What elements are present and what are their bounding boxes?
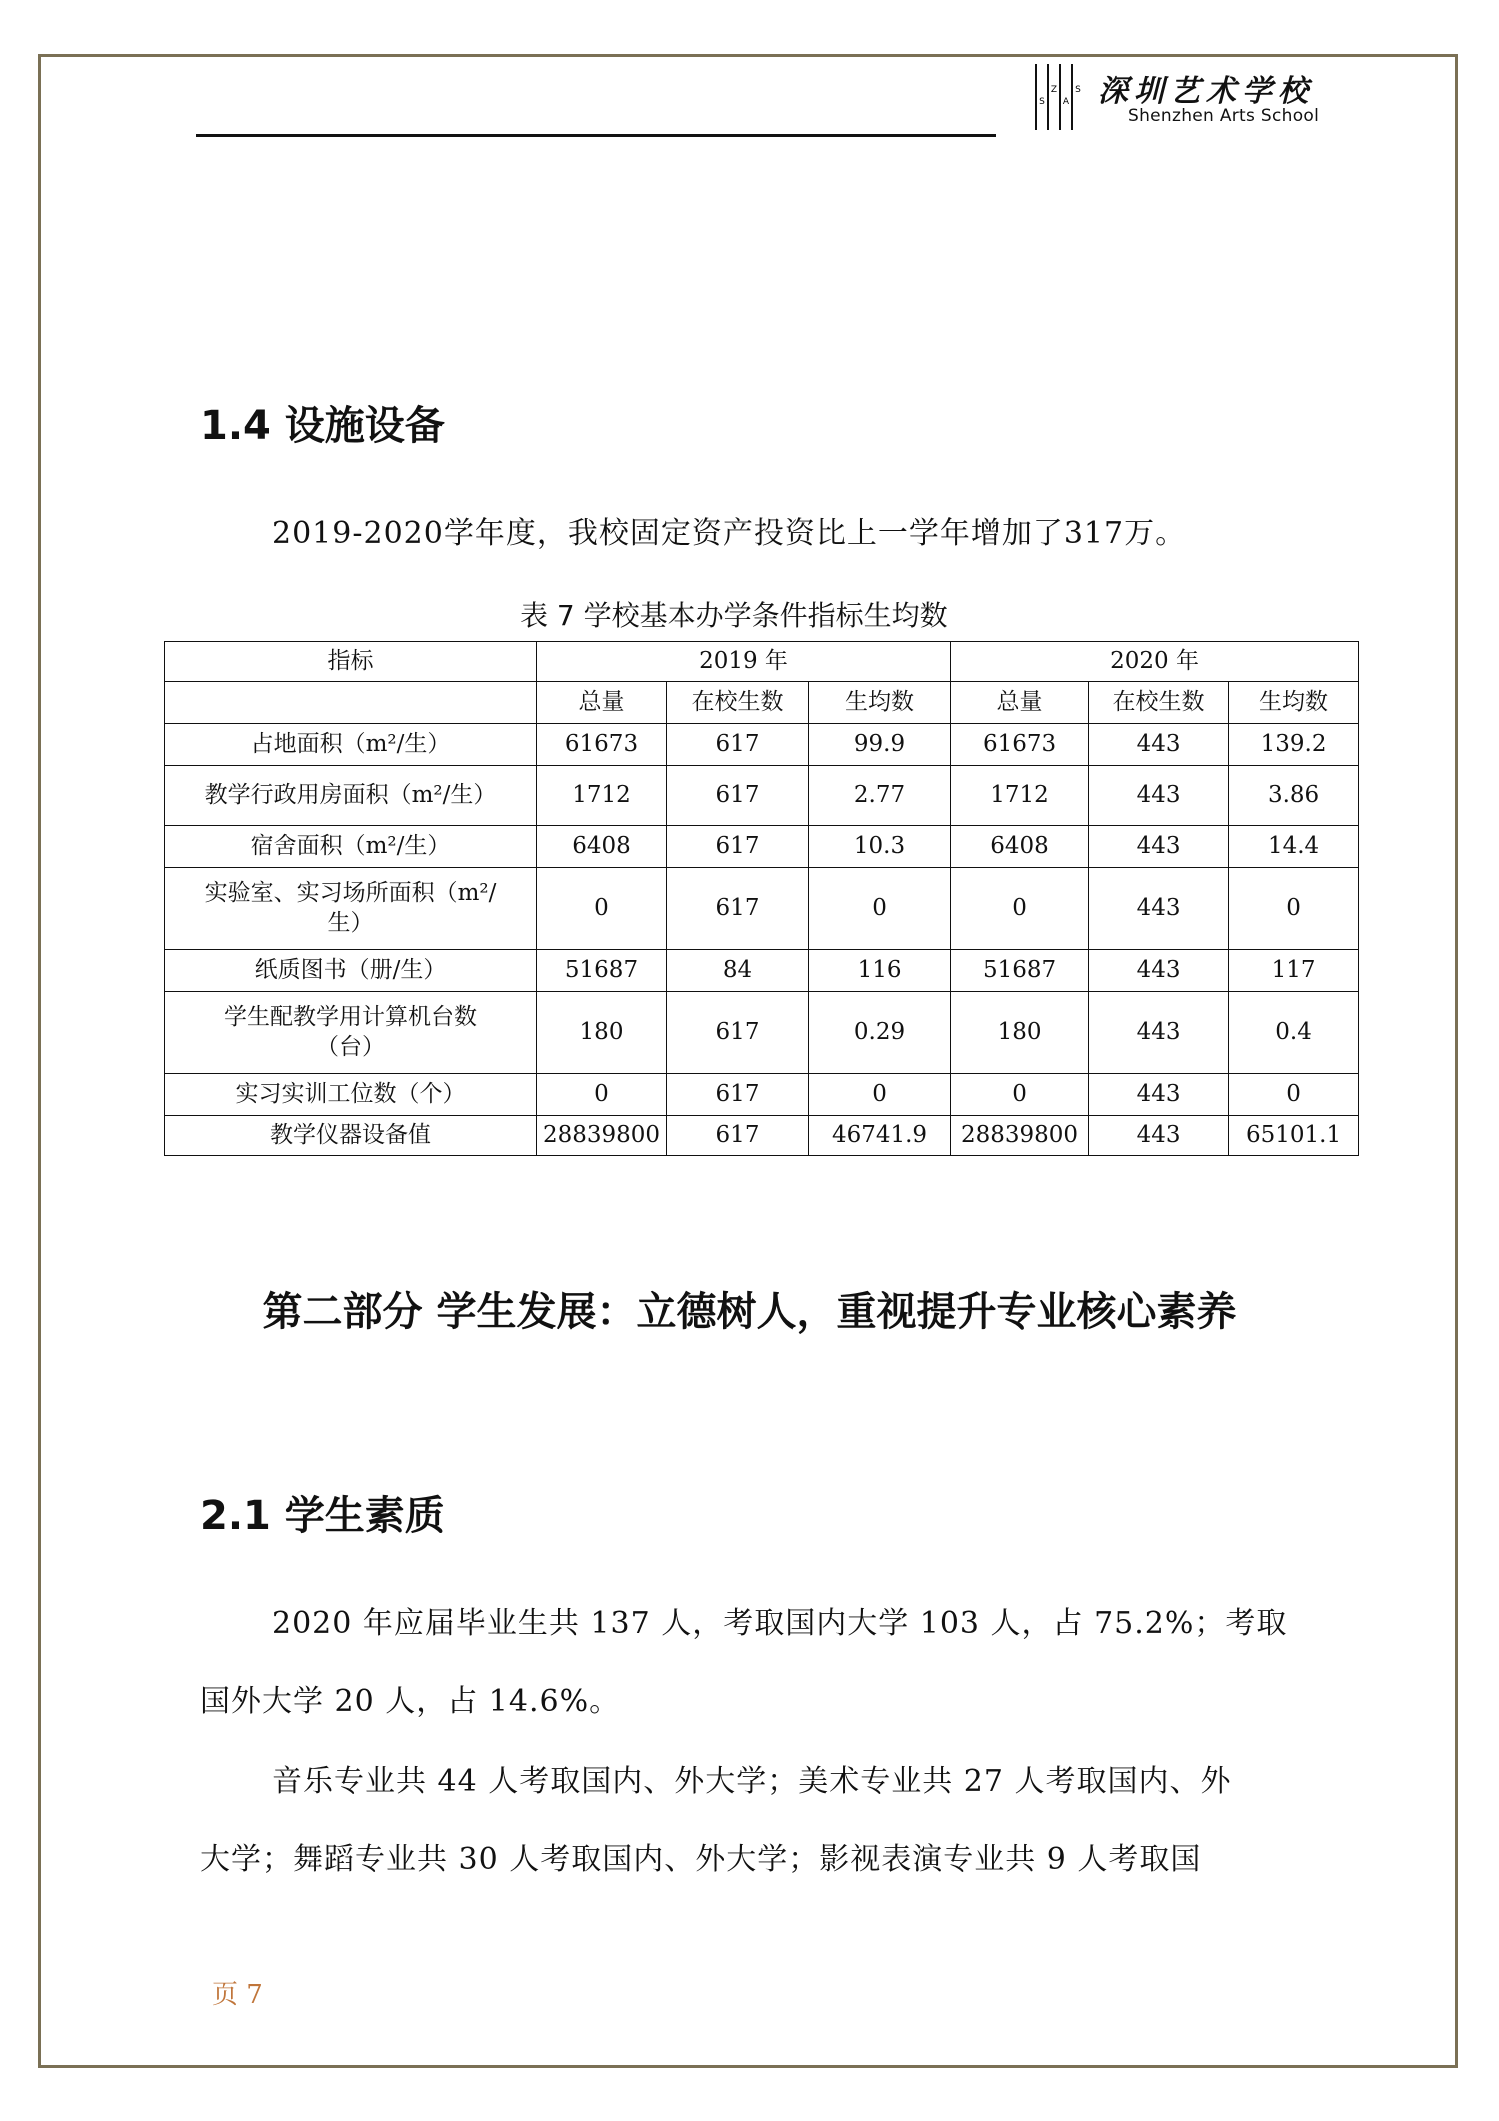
paragraph-graduates-line2: 国外大学 20 人，占 14.6%。: [200, 1684, 621, 1719]
table-cell: 0: [1229, 1074, 1359, 1116]
subheader-cell: 总量: [537, 682, 667, 724]
header-rule: [196, 134, 996, 137]
table-cell: 46741.9: [809, 1116, 951, 1156]
part-two-title: 第二部分 学生发展：立德树人，重视提升专业核心素养: [262, 1289, 1237, 1335]
table-cell: 443: [1089, 826, 1229, 868]
table-cell: 180: [537, 992, 667, 1074]
school-conditions-table: [164, 641, 1359, 1156]
table-cell: 443: [1089, 992, 1229, 1074]
table-row: [165, 992, 1359, 1074]
table-cell: 617: [667, 868, 809, 950]
table-cell: 65101.1: [1229, 1116, 1359, 1156]
table-cell: 443: [1089, 766, 1229, 826]
table-cell: 61673: [951, 724, 1089, 766]
table-cell: 1712: [951, 766, 1089, 826]
row-label-line: 实验室、实习场所面积（m²/: [204, 879, 497, 906]
row-label: [165, 868, 537, 950]
table-row: [165, 1116, 1359, 1156]
paragraph-majors-line2: 大学；舞蹈专业共 30 人考取国内、外大学；影视表演专业共 9 人考取国: [200, 1842, 1202, 1877]
table-cell: 617: [667, 1116, 809, 1156]
table-cell: 117: [1229, 950, 1359, 992]
svg-text:A: A: [1062, 97, 1070, 107]
subheader-blank: [165, 682, 537, 724]
table-cell: 14.4: [1229, 826, 1359, 868]
table-cell: 51687: [951, 950, 1089, 992]
table-cell: 3.86: [1229, 766, 1359, 826]
page-number: 页 7: [212, 1980, 263, 2010]
table-cell: 617: [667, 724, 809, 766]
table-cell: 84: [667, 950, 809, 992]
subheader-cell: 生均数: [809, 682, 951, 724]
table-cell: 6408: [537, 826, 667, 868]
row-label: [165, 992, 537, 1074]
row-label-line: （台）: [316, 1033, 385, 1060]
table-cell: 0: [809, 868, 951, 950]
table-row: [165, 766, 1359, 826]
table-cell: 2.77: [809, 766, 951, 826]
row-label: 实习实训工位数（个）: [165, 1074, 537, 1116]
table-cell: 99.9: [809, 724, 951, 766]
svg-text:S: S: [1075, 85, 1081, 95]
table-cell: 443: [1089, 1116, 1229, 1156]
table-cell: 51687: [537, 950, 667, 992]
table-cell: 6408: [951, 826, 1089, 868]
table-subheader-row: [165, 682, 1359, 724]
row-label: 宿舍面积（m²/生）: [165, 826, 537, 868]
table-cell: 0.29: [809, 992, 951, 1074]
table-cell: 617: [667, 766, 809, 826]
table-cell: 116: [809, 950, 951, 992]
subheader-cell: 总量: [951, 682, 1089, 724]
table-header-row: [165, 642, 1359, 682]
table-cell: 0: [1229, 868, 1359, 950]
svg-text:S: S: [1039, 97, 1045, 107]
header-year-2019: 2019 年: [537, 642, 951, 682]
subheader-cell: 在校生数: [1089, 682, 1229, 724]
svg-text:Z: Z: [1050, 85, 1058, 95]
table-row: [165, 826, 1359, 868]
row-label: 教学行政用房面积（m²/生）: [165, 766, 537, 826]
section-heading-2-1: 2.1 学生素质: [200, 1493, 445, 1539]
table-cell: 0: [951, 1074, 1089, 1116]
logo-chinese-name: 深圳艺术学校: [1098, 74, 1314, 109]
school-logo: [1030, 62, 1320, 132]
table-cell: 139.2: [1229, 724, 1359, 766]
table-cell: 617: [667, 826, 809, 868]
table-cell: 28839800: [951, 1116, 1089, 1156]
table-cell: 443: [1089, 950, 1229, 992]
table-cell: 0: [809, 1074, 951, 1116]
table-cell: 0: [537, 1074, 667, 1116]
paragraph-majors-line1: 音乐专业共 44 人考取国内、外大学；美术专业共 27 人考取国内、外: [272, 1764, 1232, 1799]
table-cell: 443: [1089, 724, 1229, 766]
row-label-line: 生）: [327, 909, 374, 936]
table-cell: 617: [667, 992, 809, 1074]
table-row: [165, 950, 1359, 992]
table-row: [165, 724, 1359, 766]
table-cell: 180: [951, 992, 1089, 1074]
row-label: 教学仪器设备值: [165, 1116, 537, 1156]
header-indicator: 指标: [165, 642, 537, 682]
subheader-cell: 在校生数: [667, 682, 809, 724]
table-cell: 0.4: [1229, 992, 1359, 1074]
paragraph-graduates-line1: 2020 年应届毕业生共 137 人，考取国内大学 103 人，占 75.2%；考取: [272, 1606, 1288, 1641]
table-row: [165, 1074, 1359, 1116]
row-label-line: 学生配教学用计算机台数: [224, 1003, 477, 1030]
logo-mark-icon: [1030, 62, 1082, 132]
table-cell: 1712: [537, 766, 667, 826]
table-cell: 10.3: [809, 826, 951, 868]
table-cell: 0: [537, 868, 667, 950]
table-cell: 617: [667, 1074, 809, 1116]
table-cell: 61673: [537, 724, 667, 766]
table-row: [165, 868, 1359, 950]
row-label: 纸质图书（册/生）: [165, 950, 537, 992]
paragraph-investment: 2019-2020学年度，我校固定资产投资比上一学年增加了317万。: [272, 516, 1187, 551]
table-caption: 表 7 学校基本办学条件指标生均数: [520, 599, 948, 632]
section-heading-1-4: 1.4 设施设备: [200, 403, 445, 449]
table-cell: 0: [951, 868, 1089, 950]
subheader-cell: 生均数: [1229, 682, 1359, 724]
header-year-2020: 2020 年: [951, 642, 1359, 682]
row-label: 占地面积（m²/生）: [165, 724, 537, 766]
logo-english-name: Shenzhen Arts School: [1128, 106, 1320, 126]
table-cell: 443: [1089, 868, 1229, 950]
table-cell: 28839800: [537, 1116, 667, 1156]
table-cell: 443: [1089, 1074, 1229, 1116]
